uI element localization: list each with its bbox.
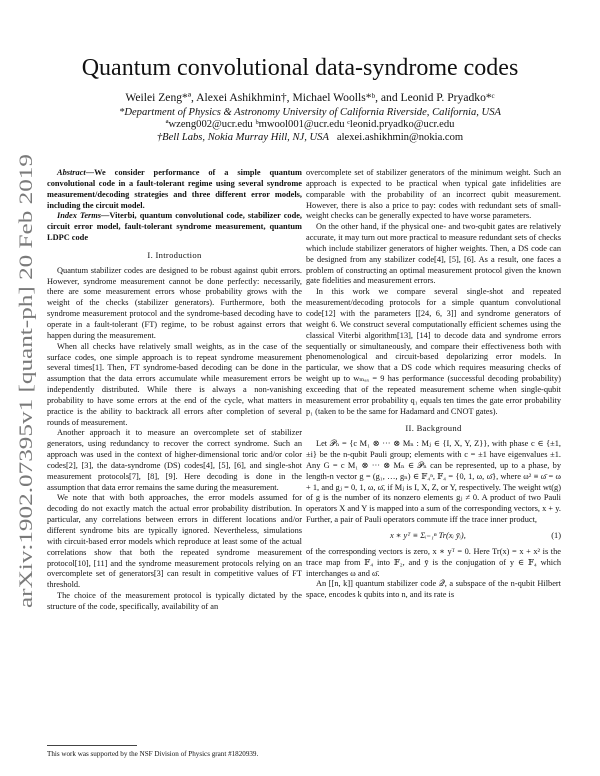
index-terms-text: Viterbi, quantum convolutional code, stabilizer code, circuit error model, fault-tolerant syndrome measurement, quantum LDPC code [47, 211, 303, 243]
equation-1-number: (1) [551, 531, 561, 540]
abstract-text: We consider performance of a simple quantum convolutional code in a fault-tolerant regime using several syndrome measurement/decoding strategies and three different error models, including the circuit model. [47, 168, 302, 210]
author-emails-ucr: ªwzeng002@ucr.edu ᵇmwool001@ucr.edu ᶜleonid.pryadko@ucr.edu [165, 119, 455, 131]
right-column [306, 168, 561, 601]
intro-paragraph-1: Quantum stabilizer codes are designed to be robust against qubit errors. However, syndrome measurement cannot be done perfectly: necessarily, there are some measurement errors whose probability grows with the weight of the checks (stabilizer generators). Furthermore, both the syndrome measurement protocol and the syndrome-based decoding have to operate in a fault-tolerant (FT) regime, to be robust against errors that happen during the measurement. [47, 265, 302, 340]
equation-1 [306, 531, 561, 542]
right-paragraph-1: overcomplete set of stabilizer generators of the minimum weight. Such an approach is expected to be practical when typical gate infidelities are comparable with the probability of an incorrect qubit measurement. However, there is also a price to pay: codes with redundant sets of small-weight checks can be generally expected to have worse parameters. [306, 168, 561, 221]
author-email-nokia: alexei.ashikhmin@nokia.com [336, 131, 464, 143]
section-heading-background: II. Background [405, 423, 462, 434]
intro-paragraph-4: We note that with both approaches, the error models assumed for decoding do not exactly match the actual error probability distribution. In particular, any correlations between errors in different locations and/or different syndrome bits are typically ignored. Nevertheless, simulations with circuit-based error models which reproduce at least some of the actual correlations show that both the repeated syndrome measurement protocol[10], [11] and the syndrome measurement protocols relying on an overcomplete set of generators[3] can result in competitive values of FT threshold. [47, 493, 302, 590]
affiliation-ucr: *Department of Physics & Astronomy University of California Riverside, California, USA [119, 106, 501, 118]
funding-footnote [47, 747, 302, 759]
index-terms [47, 211, 302, 244]
intro-paragraph-2: When all checks have relatively small weights, as in the case of the surface codes, one simple approach is to repeat syndrome measurement several times[1]. Then, FT syndrome-based decoding can be done in the assumption that the data errors accumulate while measurement errors be independently distributed. While there is always a non-vanishing probability to have some errors at the end of the cycle, what matters in practice is the ability to backtrack all errors after completion of several rounds of measurement. [47, 341, 302, 427]
arxiv-id-text: arXiv:1902.07395v1 [quant-ph] 20 Feb 2019 [16, 265, 37, 608]
background-paragraph-2: of the corresponding vectors is zero, x ∗ yᵀ = 0. Here Tr(x) = x + x² is the trace map from 𝔽₄ into 𝔽₂, and ȳ is the conjugation of y ∈ 𝔽₄ which interchanges ω and ω̄. [306, 546, 561, 578]
affiliation-bell-labs: †Bell Labs, Nokia Murray Hill, NJ, USA [156, 131, 329, 143]
right-paragraph-2: On the other hand, if the physical one- and two-qubit gates are relatively accurate, it may turn out more practical to measure redundant sets of checks which include stabilizer generators of higher weights. Then, a DS code can be designed from any stabilizer code[4], [5], [6]. As a result, one faces a problem of constructing an optimal measurement protocol given the known gate fidelities and measurement errors. [306, 222, 561, 286]
background-paragraph-1: Let 𝒫ₙ = {c M₁ ⊗ ··· ⊗ Mₙ : Mⱼ ∈ {I, X, Y, Z}}, with phase c ∈ {±1, ±i} be the n-qubit Pauli group; elements with c = ±1 have eigenvalues ±1. Any G = c M₁ ⊗ ··· ⊗ Mₙ ∈ 𝒫ₙ can be represented, up to a phase, by length-n vector g = (g₁, …, gₙ) ∈ 𝔽₄ⁿ, 𝔽₄ = {0, 1, ω, ω̄}, where ω² ≡ ω̄ = ω + 1, and gⱼ = 0, 1, ω, ω̄, if Mⱼ is I, X, Z, or Y, respectively. The weight wt(g) of g is the number of its nonzero elements gⱼ ≠ 0. A product of two Pauli operators X and Y is mapped into a sum of the corresponding vectors, x + y. Further, a pair of Pauli operators commute iff the trace inner product, [306, 439, 561, 525]
author-names: Weilei Zeng*ª, Alexei Ashikhmin†, Michael Woolls*ᵇ, and Leonid P. Pryadko*ᶜ [125, 91, 495, 104]
section-heading-introduction: I. Introduction [147, 249, 202, 260]
abstract-label: Abstract— [57, 168, 95, 177]
author-block [60, 92, 560, 144]
right-paragraph-3: In this work we compare several single-shot and repeated measurement/decoding protocols for a simple quantum convolutional code[12] with the parameters [[24, 6, 3]] and syndrome generators of weight 6. We construct several computationally efficient schemes using the classical Viterbi algorithm[13], [14] to decode data and syndrome errors sequentially or simultaneously, and compare their effectiveness both with phenomenological and circuit-based depolarizing error models. In particular, we show that a DS code which requires measuring checks of weight up to wₘₐₓ = 9 has performance (successful decoding probability) exceeding that of the repeated measurement scheme when single-qubit measurement error probability q₁ equals ten times the gate error probability p₁ (taken to be the same for Hadamard and CNOT gates). [306, 287, 561, 416]
paper-title: Quantum convolutional data-syndrome codes [81, 55, 519, 81]
arxiv-identifier-stamp [14, 150, 38, 610]
funding-footnote-text: This work was supported by the NSF Division of Physics grant #1820939. [47, 750, 259, 758]
left-column [47, 168, 302, 613]
index-terms-label: Index Terms— [57, 211, 110, 221]
intro-paragraph-3: Another approach it to measure an overcomplete set of stabilizer generators, using redundancy to recover the correct syndrome. Such an approach was used in the context of higher-dimensional toric and/or color codes[2], [3], the data-syndrome (DS) codes[4], [5], [6], and single-shot measurement protocols[7], [8], [9]. Here decoding is done in the assumption that data error remains the same during the measurement. [47, 428, 302, 492]
background-paragraph-3: An [[n, k]] quantum stabilizer code 𝒬, a subspace of the n-qubit Hilbert space, encodes k qubits into n, and its rate is [306, 579, 561, 600]
abstract [47, 168, 302, 211]
footnote-rule [47, 745, 137, 746]
intro-paragraph-5: The choice of the measurement protocol is typically dictated by the structure of the code, specifically, availability of an [47, 591, 302, 611]
equation-1-body: x ∗ yᵀ ≡ Σᵢ₌₁ⁿ Tr(xᵢ ȳᵢ), [390, 531, 466, 540]
